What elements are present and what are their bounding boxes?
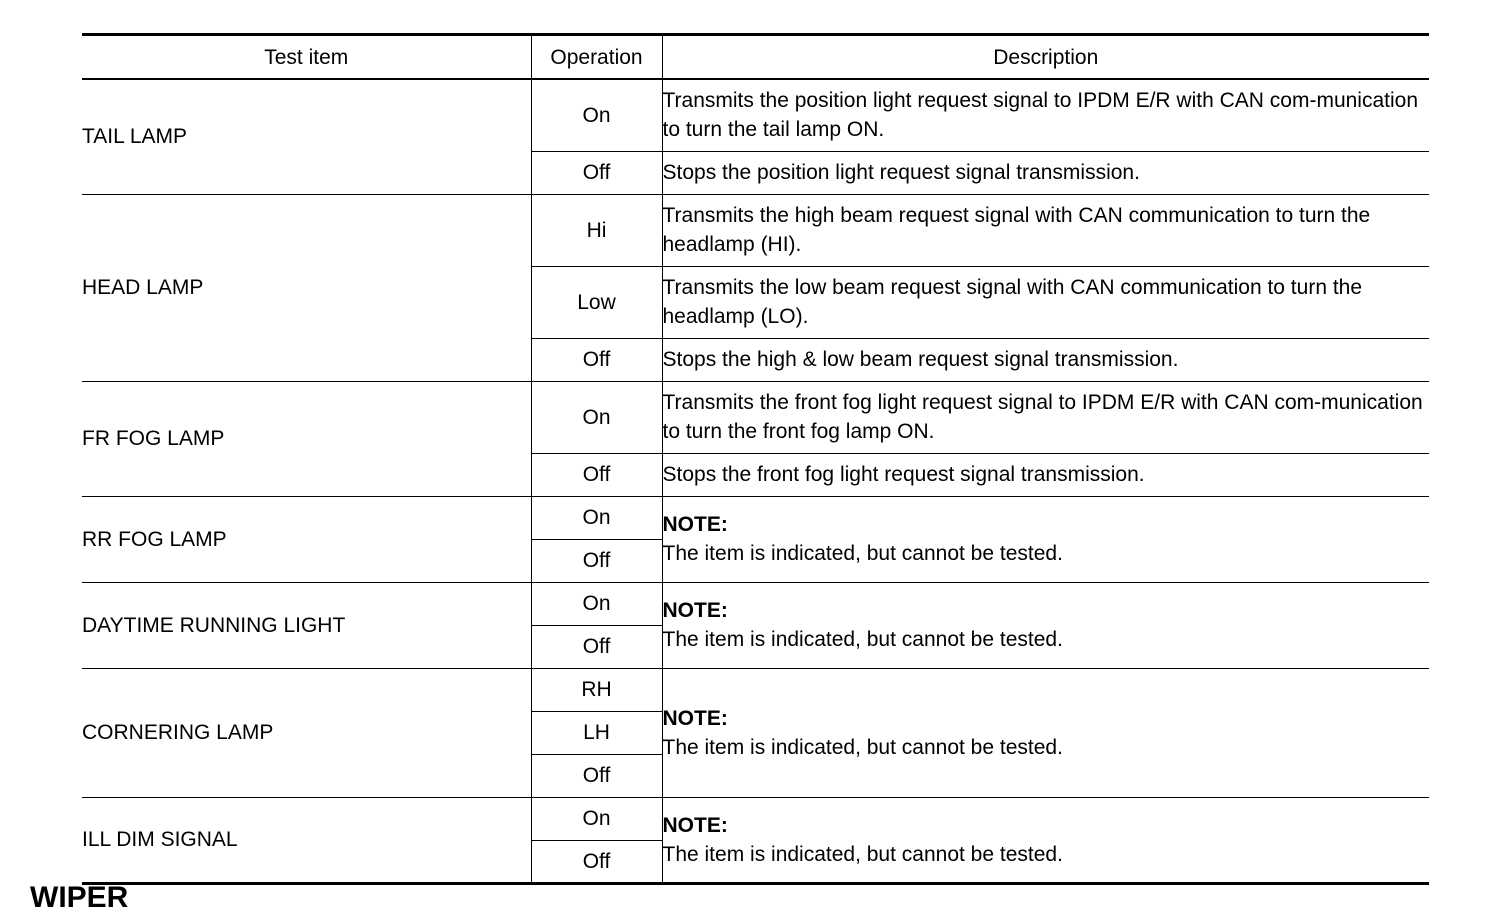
operation-cell: On bbox=[531, 381, 662, 453]
test-item-daytime-running-light: DAYTIME RUNNING LIGHT bbox=[82, 582, 531, 668]
note-text: The item is indicated, but cannot be tested. bbox=[662, 628, 1063, 651]
operation-cell: On bbox=[531, 79, 662, 151]
table-row bbox=[82, 194, 1429, 266]
table-row bbox=[82, 668, 1429, 711]
description-cell: Transmits the high beam request signal with CAN communication to turn the headlamp (HI). bbox=[662, 194, 1429, 266]
operation-cell: Off bbox=[531, 539, 662, 582]
description-cell: Transmits the front fog light request signal to IPDM E/R with CAN com-munication to turn the front fog lamp ON. bbox=[662, 381, 1429, 453]
operation-cell: Low bbox=[531, 266, 662, 338]
table-row bbox=[82, 79, 1429, 151]
test-item-fr-fog-lamp: FR FOG LAMP bbox=[82, 381, 531, 496]
operation-cell: Off bbox=[531, 151, 662, 194]
operation-cell: Off bbox=[531, 338, 662, 381]
header-test-item: Test item bbox=[82, 35, 531, 80]
note-title: NOTE: bbox=[662, 513, 728, 536]
note-title: NOTE: bbox=[662, 813, 728, 837]
note-text: The item is indicated, but cannot be tested. bbox=[662, 735, 1063, 759]
note-cell bbox=[662, 797, 1429, 883]
description-cell: Stops the high & low beam request signal transmission. bbox=[662, 338, 1429, 381]
test-item-tail-lamp: TAIL LAMP bbox=[82, 79, 531, 194]
note-title: NOTE: bbox=[662, 599, 728, 622]
operation-cell: On bbox=[531, 582, 662, 625]
header-description: Description bbox=[662, 35, 1429, 80]
operation-cell: RH bbox=[531, 668, 662, 711]
operation-cell: On bbox=[531, 797, 662, 840]
test-item-rr-fog-lamp: RR FOG LAMP bbox=[82, 496, 531, 582]
note-title: NOTE: bbox=[662, 706, 728, 730]
operation-cell: Hi bbox=[531, 194, 662, 266]
next-section-heading-fragment: WIPER bbox=[30, 881, 129, 914]
note-cell bbox=[662, 496, 1429, 582]
operation-cell: Off bbox=[531, 453, 662, 496]
header-operation: Operation bbox=[531, 35, 662, 80]
test-item-ill-dim-signal: ILL DIM SIGNAL bbox=[82, 797, 531, 883]
note-text: The item is indicated, but cannot be tested. bbox=[662, 542, 1063, 565]
operation-cell: Off bbox=[531, 840, 662, 883]
description-cell: Transmits the low beam request signal with CAN communication to turn the headlamp (LO). bbox=[662, 266, 1429, 338]
operation-cell: Off bbox=[531, 754, 662, 797]
operation-cell: LH bbox=[531, 711, 662, 754]
note-cell bbox=[662, 582, 1429, 668]
note-cell bbox=[662, 668, 1429, 797]
header-row bbox=[82, 35, 1429, 80]
table-row bbox=[82, 496, 1429, 539]
table-row bbox=[82, 582, 1429, 625]
description-cell: Stops the position light request signal transmission. bbox=[662, 151, 1429, 194]
test-item-cornering-lamp: CORNERING LAMP bbox=[82, 668, 531, 797]
operation-cell: Off bbox=[531, 625, 662, 668]
description-cell: Transmits the position light request signal to IPDM E/R with CAN com-munication to turn the tail lamp ON. bbox=[662, 79, 1429, 151]
note-text: The item is indicated, but cannot be tested. bbox=[662, 842, 1063, 866]
table-row bbox=[82, 381, 1429, 453]
test-item-head-lamp: HEAD LAMP bbox=[82, 194, 531, 381]
test-item-table bbox=[82, 33, 1429, 885]
table-row bbox=[82, 797, 1429, 840]
description-cell: Stops the front fog light request signal transmission. bbox=[662, 453, 1429, 496]
operation-cell: On bbox=[531, 496, 662, 539]
